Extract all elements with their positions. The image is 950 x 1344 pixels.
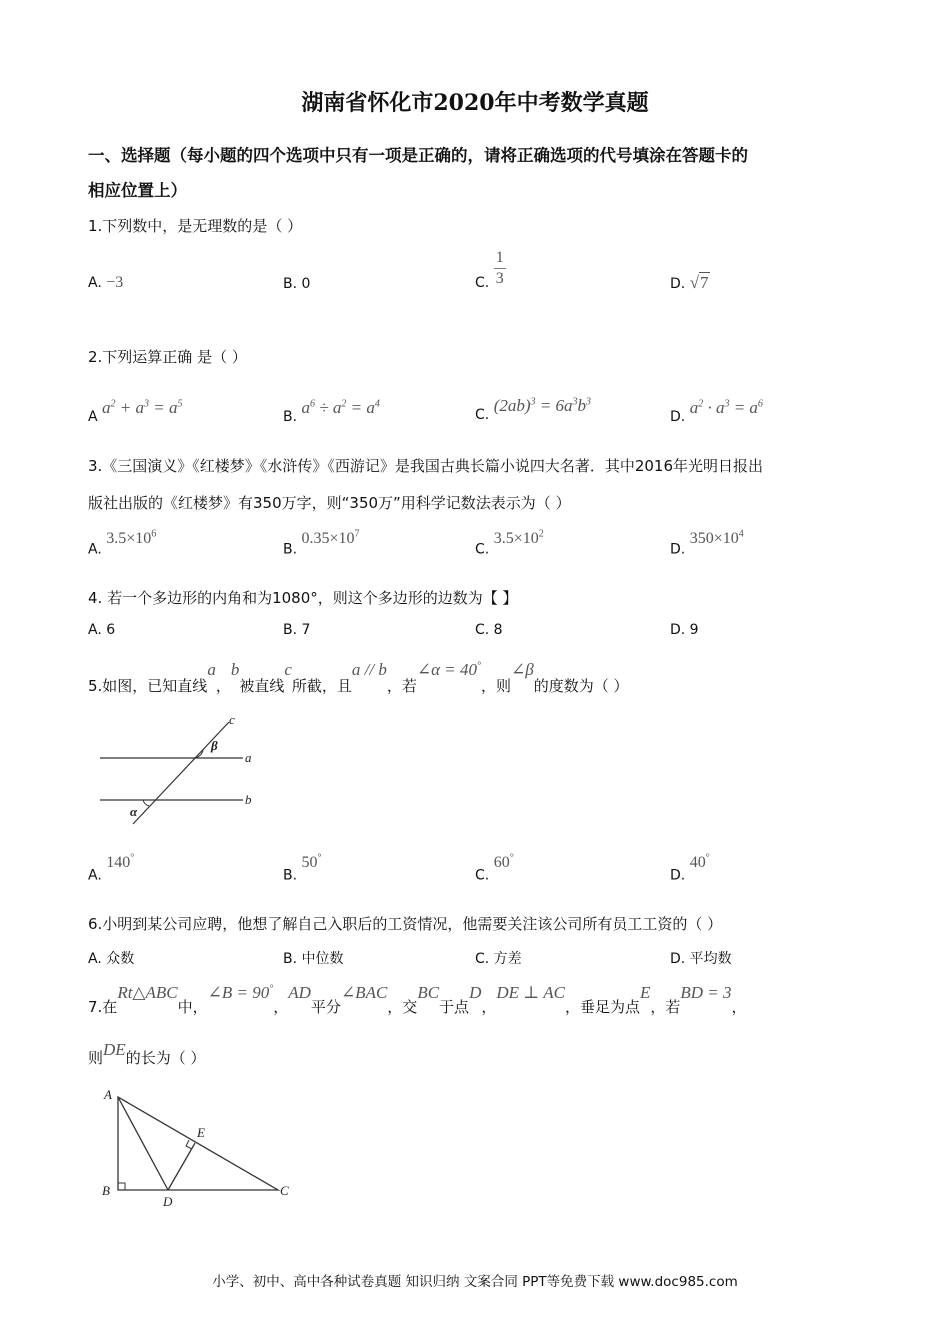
value: 40	[689, 854, 706, 872]
option-label: D.	[670, 276, 686, 292]
option-label: C.	[475, 867, 490, 884]
q7-text: 平分	[310, 998, 341, 1016]
math-angle-b: ∠B = 90°	[207, 983, 274, 1002]
math-e: E	[639, 983, 651, 1002]
q2-option-d[interactable]	[670, 398, 763, 425]
option-value: 40°	[689, 853, 710, 872]
q1-option-c[interactable]	[475, 248, 506, 291]
formula: $3.5\times 10^6$	[106, 529, 157, 548]
fraction	[494, 248, 506, 289]
q7-stem-line1	[88, 983, 868, 1017]
math-ad: AD	[288, 983, 311, 1002]
option-value: 140°	[106, 853, 135, 872]
option-label: D.	[670, 541, 686, 558]
value: 60	[493, 854, 510, 872]
q5-option-a[interactable]	[88, 853, 134, 883]
right-triangle-figure	[98, 1085, 298, 1210]
option-label: B.	[283, 409, 298, 425]
option-label: B.	[283, 867, 298, 884]
fraction-numerator: 1	[494, 248, 506, 269]
value: 140	[106, 854, 131, 872]
q2-option-c[interactable]	[475, 396, 591, 423]
math-angle-bac: ∠BAC	[340, 983, 388, 1002]
parallel-lines-figure	[95, 712, 270, 827]
q7-text: ，	[273, 998, 289, 1016]
q4-option-d[interactable]: D. 9	[670, 622, 699, 638]
q5-option-d[interactable]	[670, 853, 710, 883]
math-de: DE	[103, 1040, 126, 1059]
q5-text: 所截，且	[291, 677, 352, 695]
option-label: A.	[88, 275, 102, 291]
q4-stem: 4. 若一个多边形的内角和为1080°，则这个多边形的边数为【 】	[88, 589, 518, 607]
formula: $a^2 + a^3 = a^5$	[102, 398, 183, 417]
math-bc: BC	[417, 983, 440, 1002]
q1-option-b[interactable]: B. 0	[283, 276, 311, 292]
q2-option-a[interactable]	[88, 398, 183, 425]
label-alpha: α	[130, 804, 138, 819]
math-parallel: a // b	[351, 660, 387, 679]
q1-option-a[interactable]	[88, 274, 123, 292]
math-angle-beta: ∠β	[511, 660, 534, 679]
segment-de	[168, 1143, 195, 1190]
option-label: D.	[670, 409, 686, 425]
label-b: b	[245, 792, 252, 807]
section-heading-line2: 相应位置上）	[88, 181, 187, 200]
option-value: 60°	[493, 853, 514, 872]
option-label: C.	[475, 407, 490, 423]
formula: $0.35\times 10^7$	[301, 529, 360, 548]
right-angle-mark-b	[118, 1183, 125, 1190]
math-a: a	[207, 660, 216, 679]
math-bd-eq-3: BD = 3	[680, 983, 732, 1002]
option-label: A.	[88, 541, 102, 558]
fraction-denominator: 3	[495, 270, 504, 287]
page-title: 湖南省怀化市2020年中考数学真题	[301, 90, 649, 116]
q5-option-c[interactable]	[475, 853, 514, 883]
q4-option-b[interactable]: B. 7	[283, 622, 311, 638]
option-label: C.	[475, 541, 490, 558]
q5-option-b[interactable]	[283, 853, 322, 883]
math-angle-alpha: ∠α = 40°	[416, 660, 482, 679]
q5-text: 被直线	[239, 677, 285, 695]
q7-text: ，交	[387, 998, 418, 1016]
label-a: a	[245, 750, 252, 765]
formula: $350\times 10^4$	[689, 529, 744, 548]
q2-stem: 2.下列运算正确 是（ ）	[88, 348, 247, 366]
q7-stem-line2	[88, 1040, 205, 1068]
q5-text: 5.如图，已知直线	[88, 677, 208, 695]
option-label: C.	[475, 275, 490, 291]
label-c: c	[229, 712, 235, 727]
q4-option-a[interactable]: A. 6	[88, 622, 116, 638]
value: 50	[301, 854, 318, 872]
math-right-triangle: Rt△ABC	[117, 983, 178, 1002]
formula: $(2ab)^3 = 6a^3b^3$	[493, 396, 591, 415]
q6-stem: 6.小明到某公司应聘，他想了解自己入职后的工资情况，他需要关注该公司所有员工工资的（ ）	[88, 915, 723, 933]
q1-stem: 1.下列数中，是无理数的是（ ）	[88, 217, 303, 235]
q4-option-c[interactable]: C. 8	[475, 622, 503, 638]
q3-option-d[interactable]	[670, 529, 744, 557]
q7-text: 的长为（ ）	[125, 1049, 206, 1067]
q5-stem	[88, 660, 629, 696]
q7-text: ，	[731, 998, 747, 1016]
radicand: 7	[700, 273, 709, 292]
q6-option-d[interactable]: D. 平均数	[670, 951, 732, 967]
q6-option-c[interactable]: C. 方差	[475, 951, 522, 967]
square-root: √7	[689, 273, 709, 292]
q7-text: 于点	[439, 998, 470, 1016]
option-value: −3	[106, 274, 124, 291]
q3-option-a[interactable]	[88, 529, 156, 557]
math-d: D	[469, 983, 482, 1002]
q2-option-b[interactable]	[283, 398, 380, 425]
q6-option-a[interactable]: A. 众数	[88, 951, 135, 967]
formula: $a^2 \cdot a^3 = a^6$	[689, 398, 763, 417]
option-label: B.	[283, 541, 298, 558]
option-value: 50°	[301, 853, 322, 872]
q5-text: ，则	[481, 677, 512, 695]
q3-stem-line2: 版社出版的《红楼梦》有350万字，则“350万”用科学记数法表示为（ ）	[88, 494, 571, 512]
angle-alpha-arc	[143, 800, 149, 806]
q7-text: 则	[88, 1049, 104, 1067]
section-heading-line1: 一、选择题（每小题的四个选项中只有一项是正确的，请将正确选项的代号填涂在答题卡的	[88, 146, 748, 165]
q7-text: ，	[481, 998, 497, 1016]
q7-text: ，垂足为点	[564, 998, 640, 1016]
label-e: E	[197, 1125, 205, 1140]
formula: $3.5\times 10^2$	[493, 529, 544, 548]
q3-stem-line1: 3.《三国演义》《红楼梦》《水浒传》《西游记》是我国古典长篇小说四大名著．其中2016年光明日报出	[88, 457, 763, 475]
label-a: A	[104, 1087, 112, 1102]
q7-text: 7.在	[88, 998, 118, 1016]
math-b: b	[230, 660, 240, 679]
q7-text: 中，	[177, 998, 208, 1016]
option-label: D.	[670, 867, 686, 884]
formula: $a^6 \div a^2 = a^4$	[301, 398, 380, 417]
q5-text: 的度数为（ ）	[533, 677, 629, 695]
q3-option-b[interactable]	[283, 529, 360, 557]
option-label: A.	[88, 867, 102, 884]
page-footer: 小学、初中、高中各种试卷真题 知识归纳 文案合同 PPT等免费下载 www.doc985.com	[212, 1274, 738, 1290]
q6-option-b[interactable]: B. 中位数	[283, 951, 344, 967]
option-label: A	[88, 409, 98, 425]
math-de-perp-ac: DE ⊥ AC	[496, 983, 565, 1002]
label-beta: β	[211, 738, 218, 753]
label-d: D	[163, 1194, 173, 1209]
q5-text: ，	[215, 677, 231, 695]
q7-text: ，若	[650, 998, 681, 1016]
triangle-abc	[118, 1097, 278, 1190]
label-c: C	[280, 1183, 289, 1198]
q1-option-d[interactable]	[670, 273, 710, 293]
right-angle-mark-e	[186, 1140, 192, 1149]
label-b: B	[102, 1183, 110, 1198]
q3-option-c[interactable]	[475, 529, 544, 557]
q5-text: ，若	[386, 677, 417, 695]
math-c: c	[284, 660, 292, 679]
